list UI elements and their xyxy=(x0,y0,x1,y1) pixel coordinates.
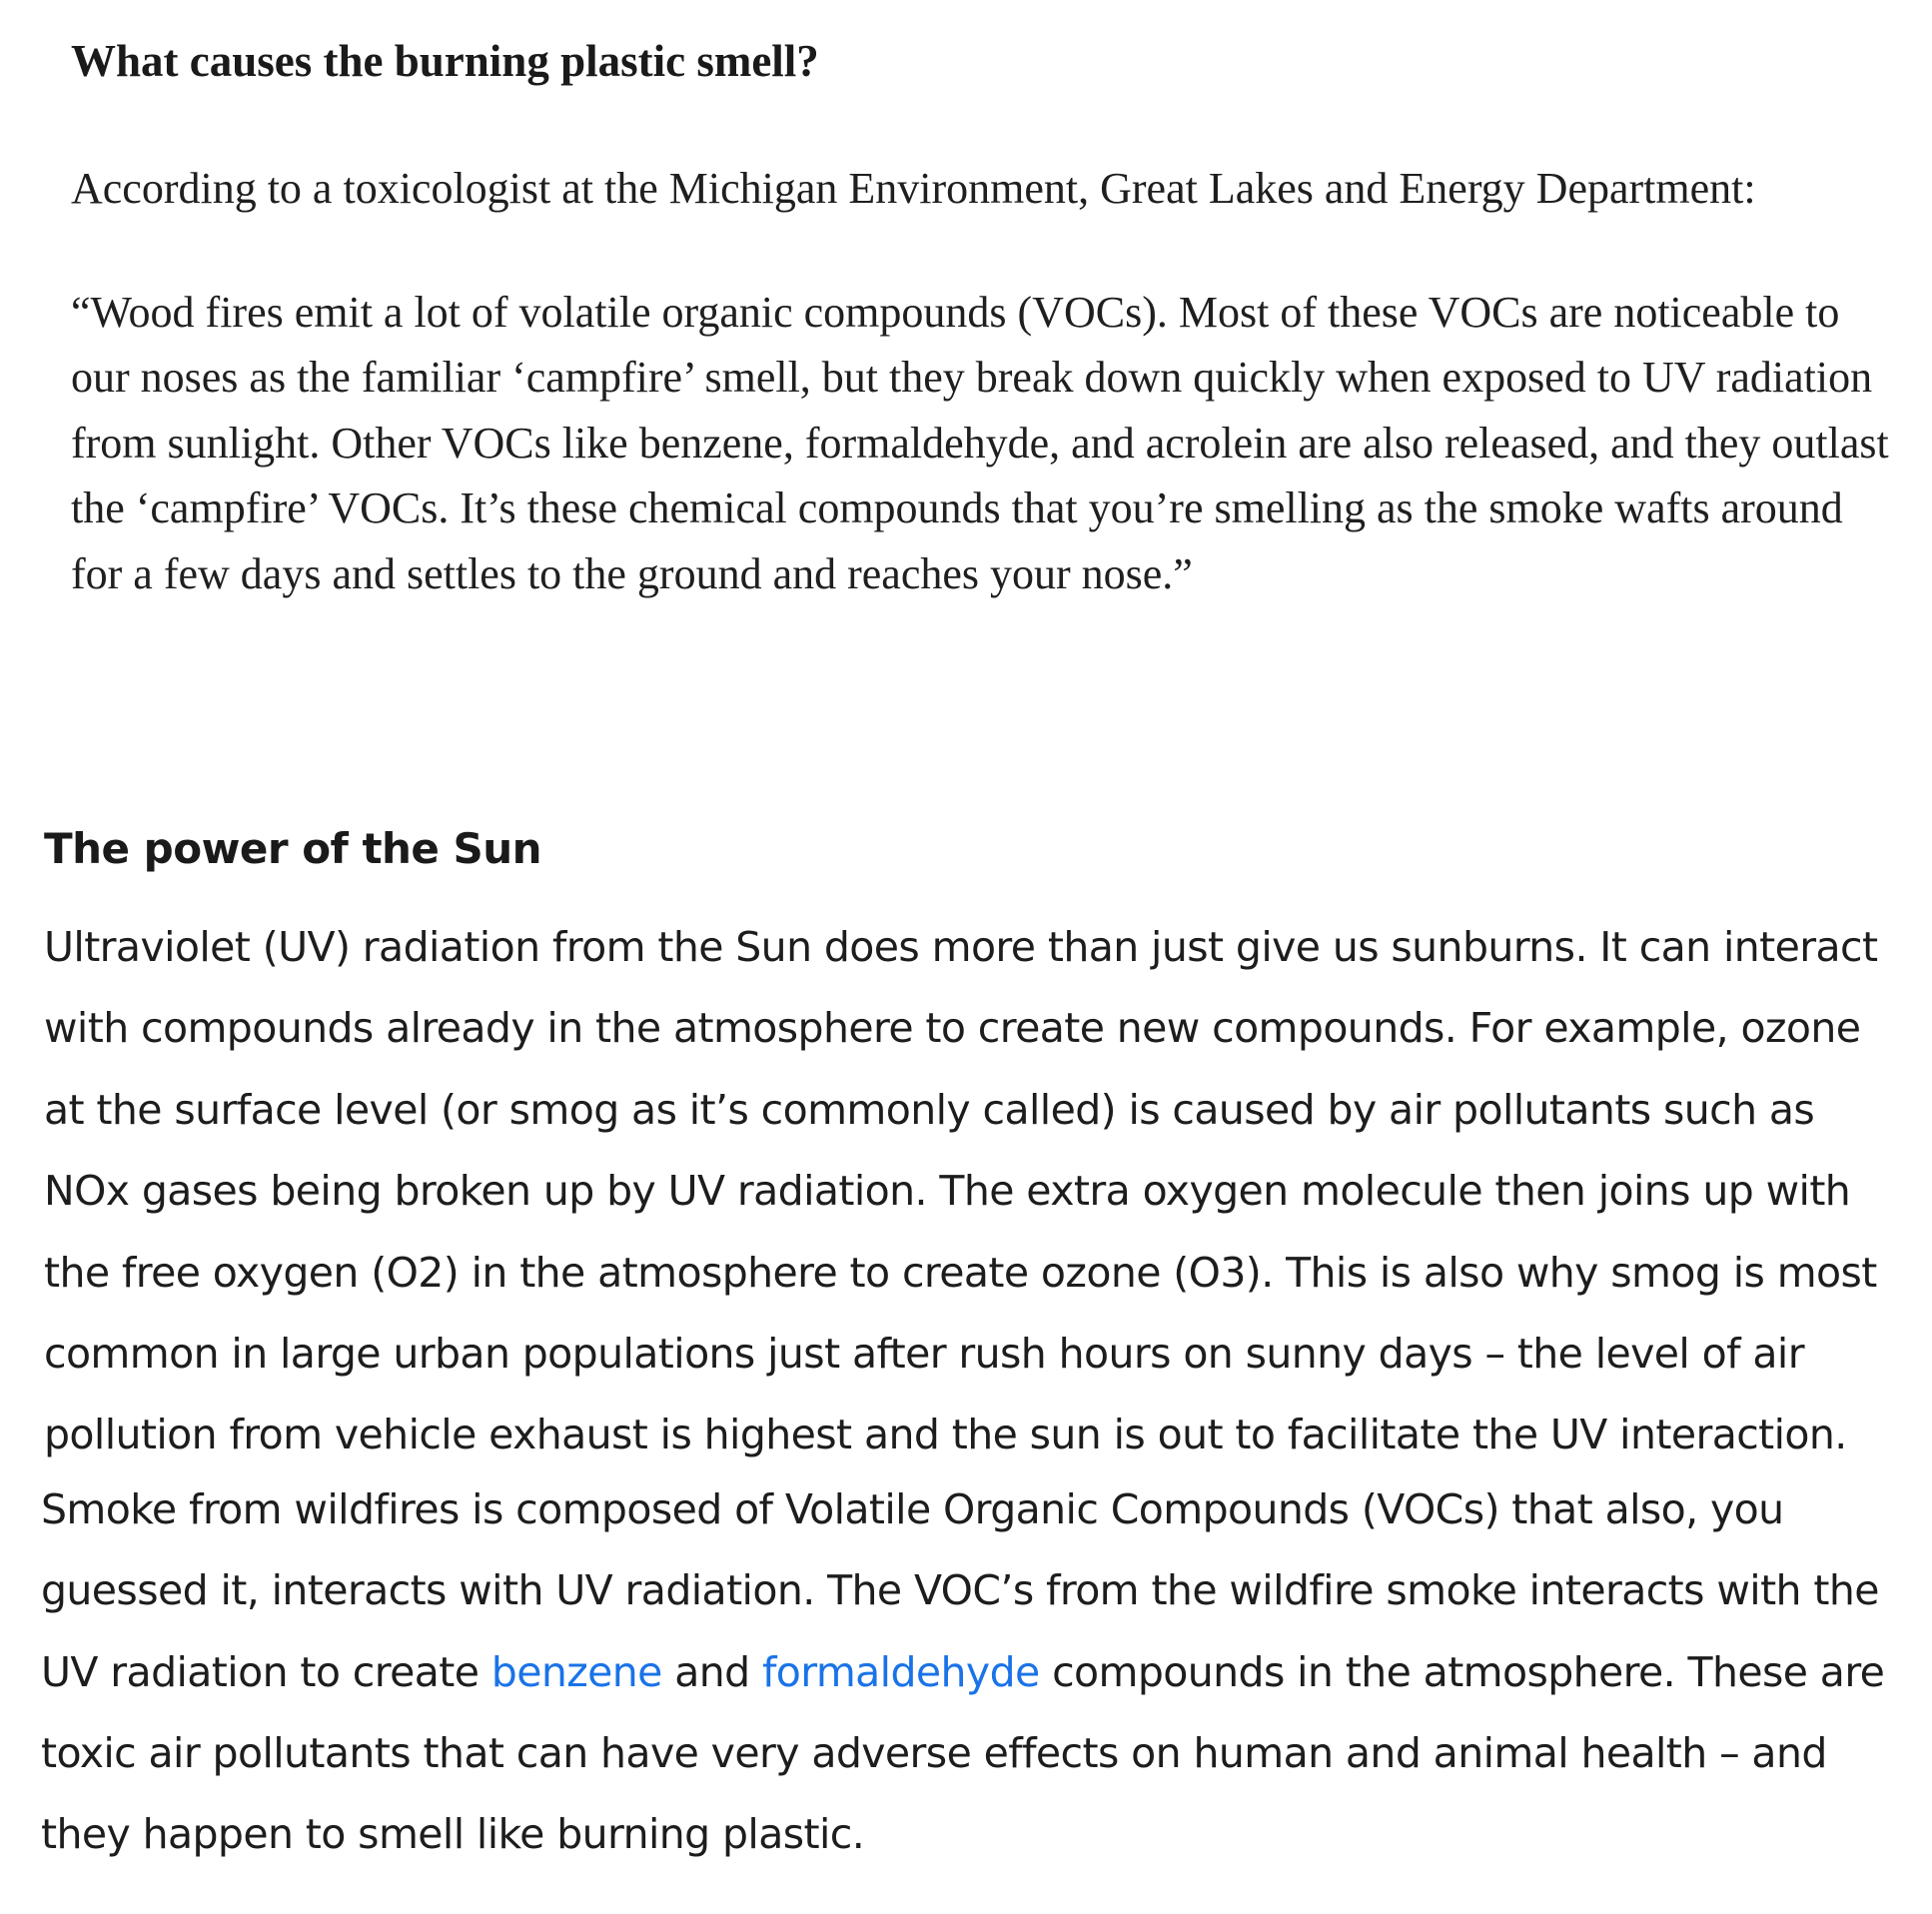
paragraph-uv-radiation: Ultraviolet (UV) radiation from the Sun does more than just give us sunburns. It can interact with compounds already in the atmosphere to create new compounds. For example, ozone at the surface level (or smog as it’s commonly called) is caused by air pollutants such as NOx gases being broken up by UV radiation. The extra oxygen molecule then joins up with the free oxygen (O2) in the atmosphere to create ozone (O3). This is also why smog is most common in large urban populations just after rush hours on sunny days – the level of air pollution from vehicle exhaust is highest and the sun is out to facilitate the UV interaction. xyxy=(44,923,1878,1459)
quote-heading: What causes the burning plastic smell? xyxy=(71,36,819,86)
blockquote xyxy=(71,30,1899,606)
paragraph-text: Smoke from wildfires is composed of Volatile Organic Compounds (VOCs) that also, you guessed it, interacts with UV radiation. The VOC’s from the wildfire smoke interacts with the UV radiation to create xyxy=(41,1484,1879,1696)
quote-intro: According to a toxicologist at the Michigan Environment, Great Lakes and Energy Department: xyxy=(71,164,1756,213)
quote-text: “Wood fires emit a lot of volatile organic compounds (VOCs). Most of these VOCs are noticeable to our noses as the familiar ‘campfire’ smell, but they break down quickly when exposed to UV radiation from sunlight. Other VOCs like benzene, formaldehyde, and acrolein are also released, and they outlast the ‘campfire’ VOCs. It’s these chemical compounds that you’re smelling as the smoke wafts around for a few days and settles to the ground and reaches your nose.” xyxy=(71,287,1889,598)
article-section xyxy=(41,821,1912,1876)
paragraph-wildfire-smoke xyxy=(41,1469,1912,1876)
paragraph-text: compounds in the atmosphere. These are toxic air pollutants that can have very adverse effects on human and animal health – and they happen to smell like burning plastic. xyxy=(41,1647,1885,1859)
benzene-link[interactable]: benzene xyxy=(490,1647,662,1696)
section-heading: The power of the Sun xyxy=(44,824,542,873)
formaldehyde-link[interactable]: formaldehyde xyxy=(761,1647,1040,1696)
paragraph-text: and xyxy=(661,1647,762,1696)
